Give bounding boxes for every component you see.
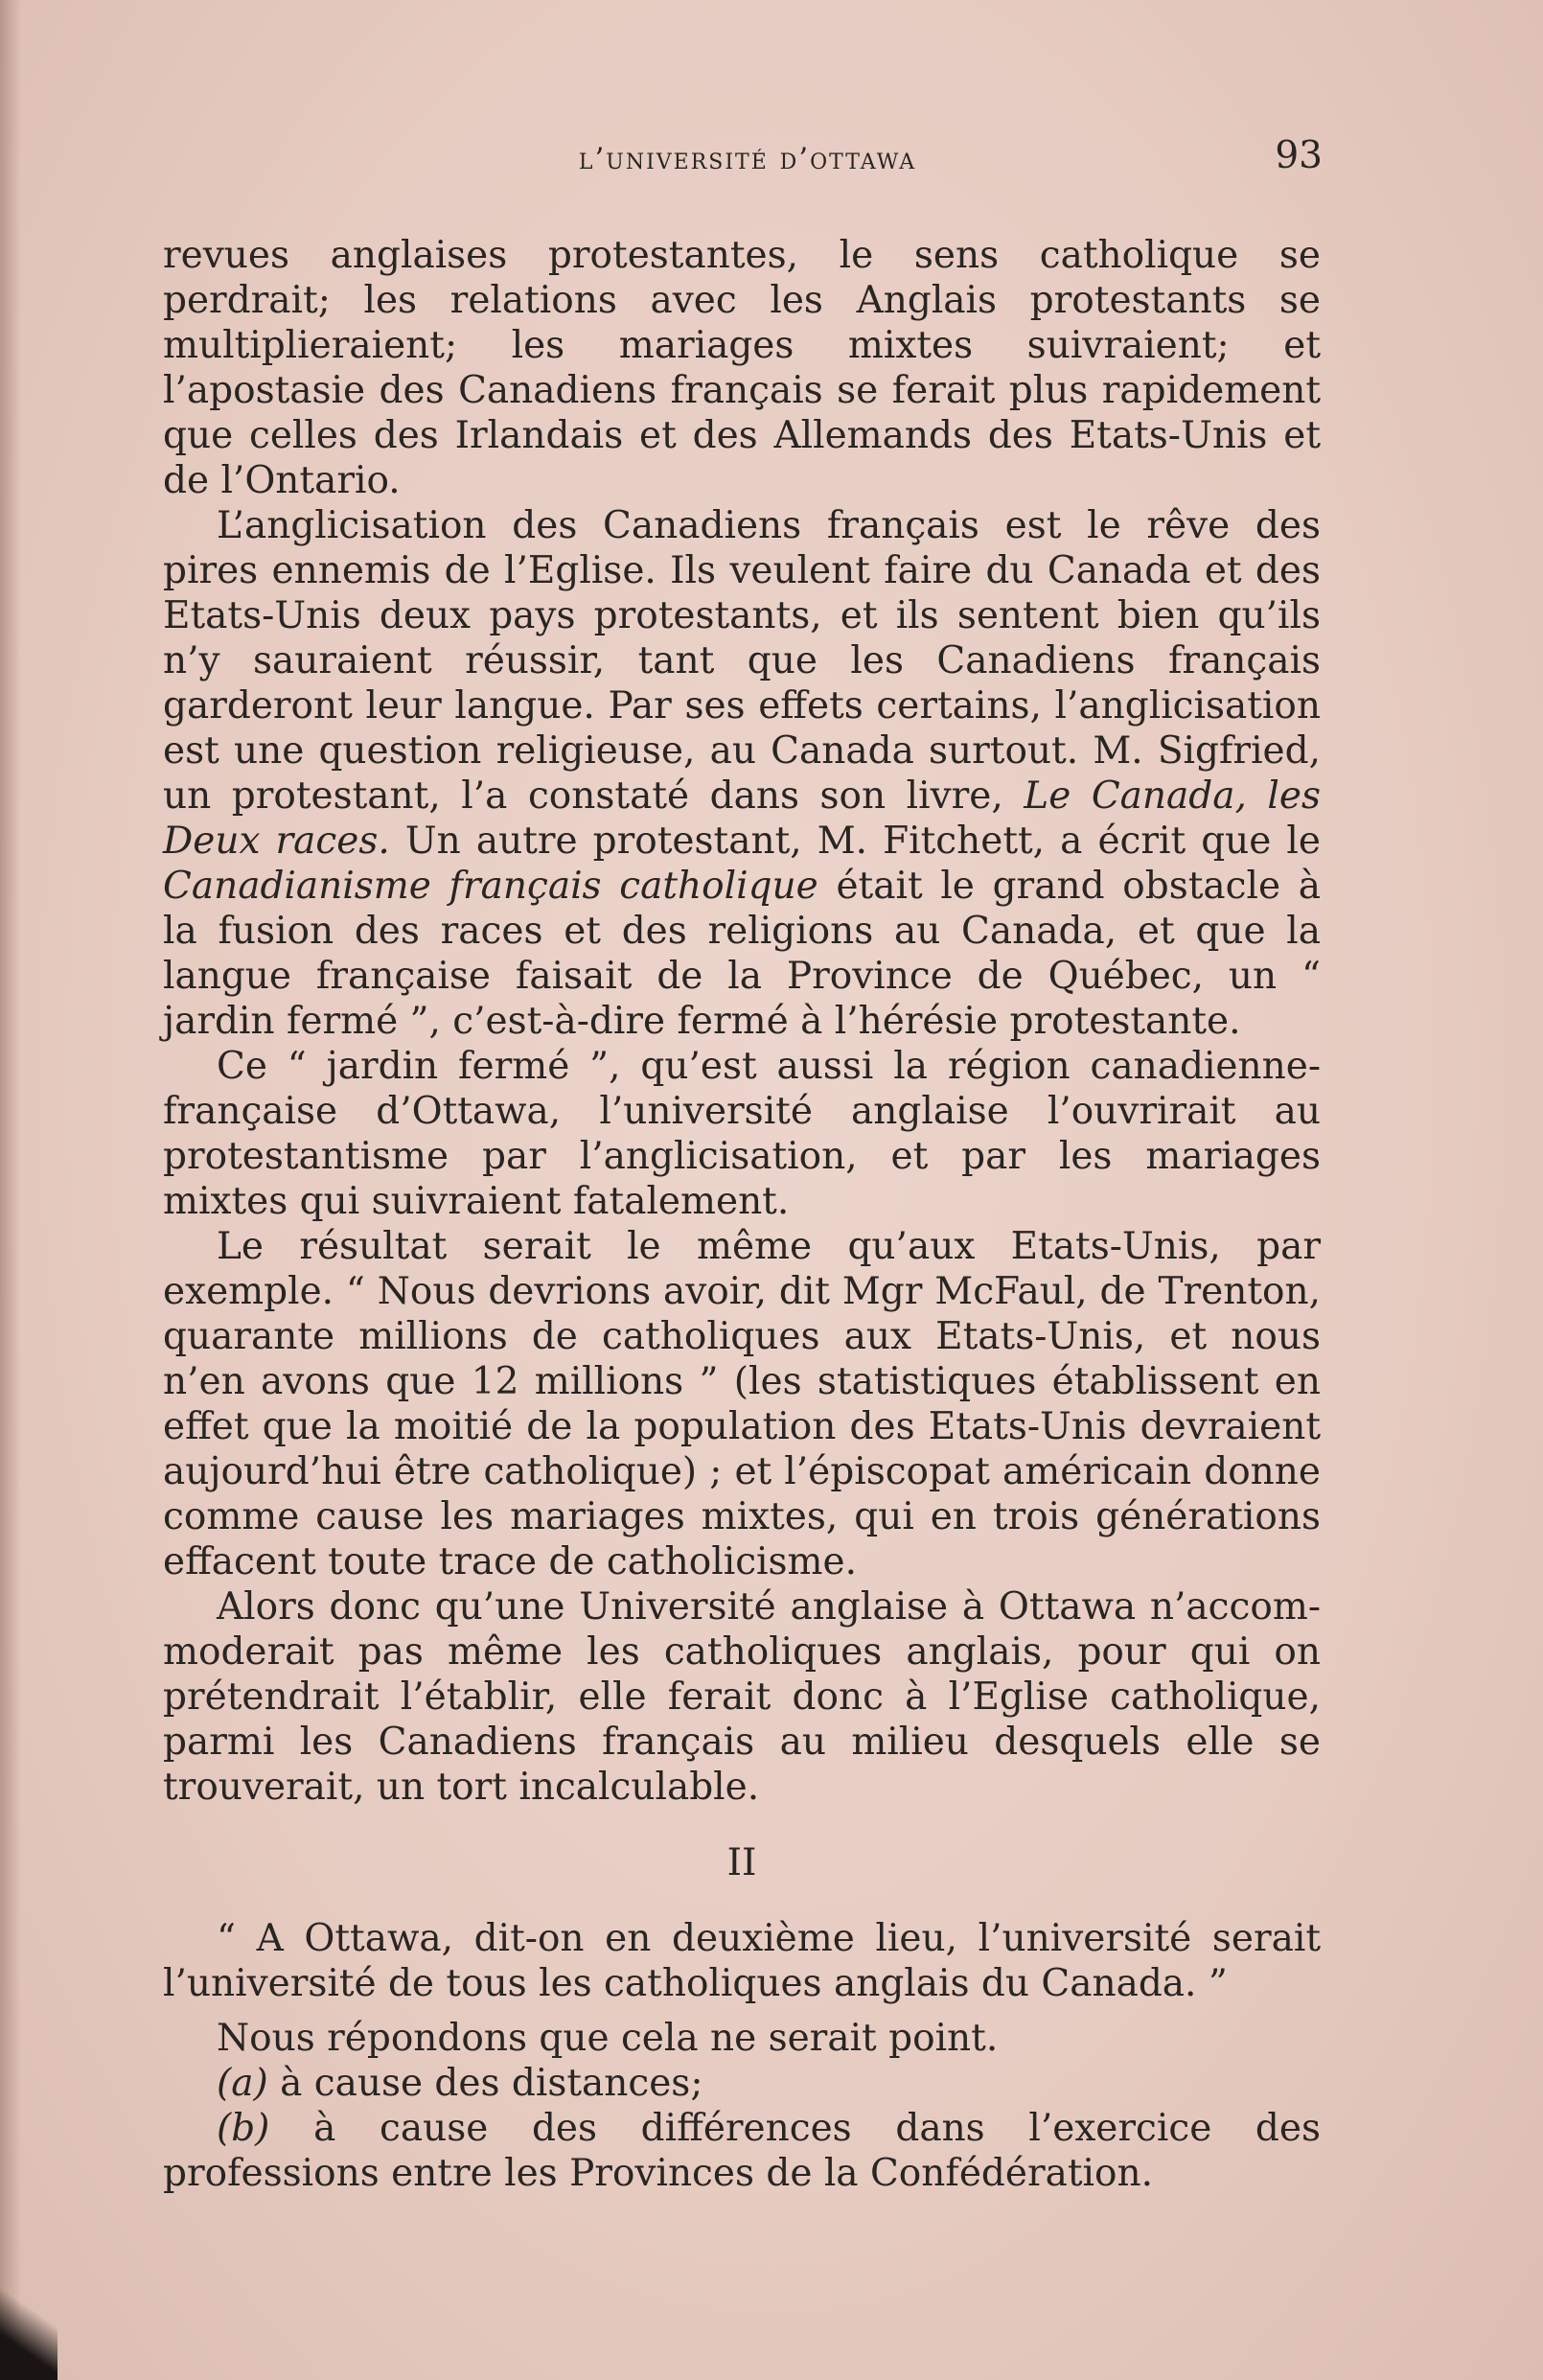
paragraph-2-part-a: L’anglicisation des Canadiens français est le rêve des pires ennemis de l’Eglise. Ils veulent faire du Canada et des Etats-Unis deux pays protestants, et ils sentent bien qu’ils n’y sauraient réussir, tant que les Canadiens français garderont leur langue. Par ses effets certains, l’anglicisation est une question religieuse, au Canada surtout. M. Sigfried, un protestant, l’a constaté dans son livre, [163,504,1321,818]
paragraph-7: Nous répondons que cela ne serait point. [217,2017,999,2060]
page-number: 93 [1275,134,1323,177]
canadianisme-italic: Canadianisme français catholique [163,865,818,908]
paragraph-1: revues anglaises protestantes, le sens catholique se perdrait; les relations avec les Anglais protestants se multiplieraient; les mariages mixtes suivraient; et l’apostasie des Canadiens français se ferait plus rapidement que celles des Irlandais et des Allemands des Etats-Unis et de l’Ontario. [163,234,1321,502]
paragraph-8 [163,2061,1321,2106]
item-b-text: à cause des différences dans l’exercice des professions entre les Provinces de la Confédération. [163,2107,1321,2195]
section-heading: II [726,1841,757,1884]
paragraph-2-part-c: était le grand obstacle à la fusion des races et des religions au Canada, et que la langue française faisait de la Province de Québec, un “ jardin fermé ”, c’est-à-dire fermé à l’hérésie protestante. [163,865,1321,1043]
paragraph-2 [163,503,1321,1044]
item-a-text: à cause des distances; [267,2062,703,2105]
binding-shadow [0,0,21,2380]
paragraph-3: Ce “ jardin fermé ”, qu’est aussi la région canadienne-française d’Ottawa, l’université anglaise l’ouvrirait au protestantisme par l’anglicisation, et par les mariages mixtes qui suivraient fatalement. [163,1045,1321,1223]
paragraph-5: Alors donc qu’une Université anglaise à Ottawa n’accommoderait pas même les catholiques anglais, pour qui on prétendrait l’établir, elle ferait donc à l’Eglise catholique, parmi les Canadiens français au milieu desquels elle se trouverait, un tort incalculable. [163,1585,1321,1809]
item-b-label: (b) [217,2107,270,2150]
item-a-label: (a) [217,2062,268,2105]
body-text [163,233,1321,2196]
running-head: l’université d’ottawa [578,142,917,176]
scan-corner-shadow [0,2265,58,2380]
paragraph-4: Le résultat serait le même qu’aux Etats-Unis, par exemple. “ Nous devrions avoir, dit Mgr McFaul, de Trenton, quarante millions de catholiques aux Etats-Unis, et nous n’en avons que 12 millions ” (les statistiques établissent en effet que la moitié de la population des Etats-Unis devraient aujourd’hui être catholique) ; et l’épiscopat américain donne comme cause les mariages mixtes, qui en trois générations effacent toute trace de catholicisme. [163,1225,1321,1583]
book-title-italic: Le Canada, les Deux races. [163,774,1321,863]
paragraph-9 [163,2106,1321,2196]
spacer [163,2006,1321,2016]
paragraph-2-part-b: Un autre protestant, M. Fitchett, a écrit que le [389,820,1321,863]
paragraph-6: “ A Ottawa, dit-on en deuxième lieu, l’université serait l’université de tous les catholiques anglais du Canada. ” [163,1917,1321,2005]
page-header [173,134,1323,192]
